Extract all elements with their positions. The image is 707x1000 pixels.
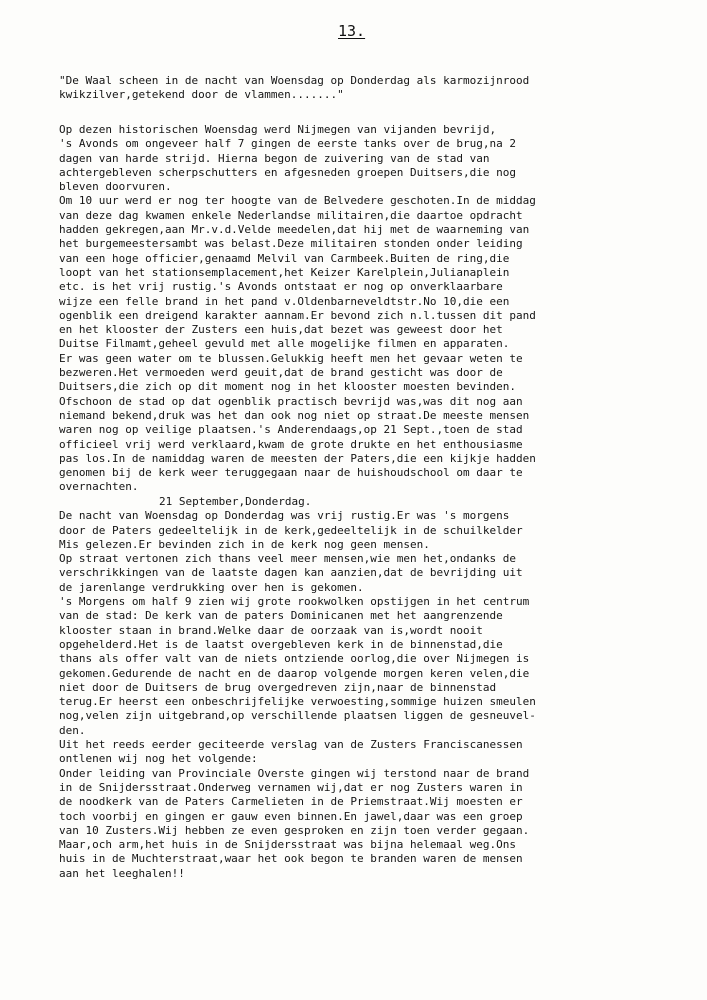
- text-line: 's Morgens om half 9 zien wij grote rookwolken opstijgen in het centrum: [59, 595, 530, 609]
- text-line: bezweren.Het vermoeden werd geuit,dat de brand gesticht was door de: [59, 366, 503, 380]
- text-line: Onder leiding van Provinciale Overste gingen wij terstond naar de brand: [59, 766, 530, 780]
- text-line: Duitse Filmamt,geheel gevuld met alle mogelijke filmen en apparaten.: [59, 337, 510, 351]
- quote-block: [59, 74, 689, 103]
- text-line: officieel vrij werd verklaard,kwam de grote drukte en het enthousiasme: [59, 437, 523, 451]
- text-line: Maar,och arm,het huis in de Snijdersstraat was bijna helemaal weg.Ons: [59, 838, 516, 852]
- text-line: etc. is het vrij rustig.'s Avonds ontstaat er nog op onverklaarbare: [59, 280, 503, 294]
- text-line: thans als offer valt van de niets ontziende oorlog,die over Nijmegen is: [59, 652, 530, 666]
- text-line: dagen van harde strijd. Hierna begon de zuivering van de stad van: [59, 151, 490, 165]
- text-line: loopt van het stationsemplacement,het Keizer Karelplein,Julianaplein: [59, 265, 510, 279]
- text-line: Op dezen historischen Woensdag werd Nijmegen van vijanden bevrijd,: [59, 123, 497, 136]
- text-line: wijze een felle brand in het pand v.Oldenbarneveldtstr.No 10,die een: [59, 294, 510, 308]
- text-line: toch voorbij en gingen er gauw even binnen.En jawel,daar was een groep: [59, 809, 523, 823]
- text-line: De nacht van Woensdag op Donderdag was vrij rustig.Er was 's morgens: [59, 509, 510, 523]
- text-line: achtergebleven scherpschutters en afgesneden groepen Duitsers,die nog: [59, 165, 516, 179]
- text-line: Om 10 uur werd er nog ter hoogte van de Belvedere geschoten.In de middag: [59, 194, 536, 208]
- text-line: overnachten.: [59, 480, 139, 494]
- section-donderdag: [59, 495, 689, 881]
- text-line: Er was geen water om te blussen.Gelukkig heeft men het gevaar weten te: [59, 351, 523, 365]
- text-line: huis in de Muchterstraat,waar het ook begon te branden waren de mensen: [59, 852, 523, 866]
- text-line: en het klooster der Zusters een huis,dat bezet was geweest door het: [59, 323, 503, 337]
- text-line: verschrikkingen van de laatste dagen kan aanzien,dat de bevrijding uit: [59, 566, 523, 580]
- text-line: Mis gelezen.Er bevinden zich in de kerk nog geen mensen.: [59, 537, 430, 551]
- text-line: de jarenlange verdrukking over hen is gekomen.: [59, 580, 364, 594]
- text-line: "De Waal scheen in de nacht van Woensdag op Donderdag als karmozijnrood: [59, 74, 530, 87]
- text-line: van deze dag kwamen enkele Nederlandse militairen,die daartoe opdracht: [59, 208, 523, 222]
- text-line: niemand bekend,druk was het dan ook nog niet op straat.De meeste mensen: [59, 408, 530, 422]
- text-line: Uit het reeds eerder geciteerde verslag van de Zusters Franciscanessen: [59, 738, 523, 752]
- text-line: ogenblik een dreigend karakter aannam.Er bevond zich n.l.tussen dit pand: [59, 308, 536, 322]
- text-line: terug.Er heerst een onbeschrijfelijke verwoesting,sommige huizen smeulen: [59, 695, 536, 709]
- text-line: nog,velen zijn uitgebrand,op verschillende plaatsen liggen de gesneuvel-: [59, 709, 536, 723]
- text-line: 's Avonds om ongeveer half 7 gingen de eerste tanks over de brug,na 2: [59, 137, 516, 151]
- text-line: hadden gekregen,aan Mr.v.d.Velde meedelen,dat hij met de waarneming van: [59, 223, 530, 237]
- text-line: ontlenen wij nog het volgende:: [59, 752, 258, 766]
- text-line: van een hoge officier,genaamd Melvil van Carmbeek.Buiten de ring,die: [59, 251, 510, 265]
- text-line: de noodkerk van de Paters Carmelieten in de Priemstraat.Wij moesten er: [59, 795, 523, 809]
- text-line: gekomen.Gedurende de nacht en de daarop volgende morgen keren velen,die: [59, 666, 530, 680]
- text-line: Op straat vertonen zich thans veel meer mensen,wie men het,ondanks de: [59, 552, 516, 566]
- text-line: niet door de Duitsers de brug overgedreven zijn,naar de binnenstad: [59, 680, 497, 694]
- text-line: kwikzilver,getekend door de vlammen.......": [59, 88, 344, 102]
- text-line: van 10 Zusters.Wij hebben ze even gesproken en zijn toen verder gegaan.: [59, 823, 530, 837]
- text-line: Duitsers,die zich op dit moment nog in het klooster moesten bevinden.: [59, 380, 516, 394]
- text-line: pas los.In de namiddag waren de meesten der Paters,die een kijkje hadden: [59, 451, 536, 465]
- text-line: door de Paters gedeeltelijk in de kerk,gedeeltelijk in de schuilkelder: [59, 523, 523, 537]
- text-line: klooster staan in brand.Welke daar de oorzaak van is,wordt nooit: [59, 623, 483, 637]
- text-line: het burgemeestersambt was belast.Deze militairen stonden onder leiding: [59, 237, 523, 251]
- section-heading: 21 September,Donderdag.: [159, 495, 312, 508]
- text-line: waren nog op veilige plaatsen.'s Anderendaags,op 21 Sept.,toen de stad: [59, 423, 523, 437]
- text-line: in de Snijdersstraat.Onderweg vernamen wij,dat er nog Zusters waren in: [59, 780, 523, 794]
- text-line: aan het leeghalen!!: [59, 866, 185, 880]
- text-line: den.: [59, 723, 86, 737]
- text-line: van de stad: De kerk van de paters Dominicanen met het aangrenzende: [59, 609, 503, 623]
- text-line: Ofschoon de stad op dat ogenblik practisch bevrijd was,was dit nog aan: [59, 394, 523, 408]
- page-number: 13.: [338, 22, 366, 40]
- text-line: genomen bij de kerk weer teruggegaan naar de huishoudschool om daar te: [59, 466, 523, 480]
- text-line: bleven doorvuren.: [59, 180, 172, 194]
- section-woensdag: [59, 123, 689, 495]
- text-line: opgehelderd.Het is de laatst overgebleven kerk in de binnenstad,die: [59, 637, 503, 651]
